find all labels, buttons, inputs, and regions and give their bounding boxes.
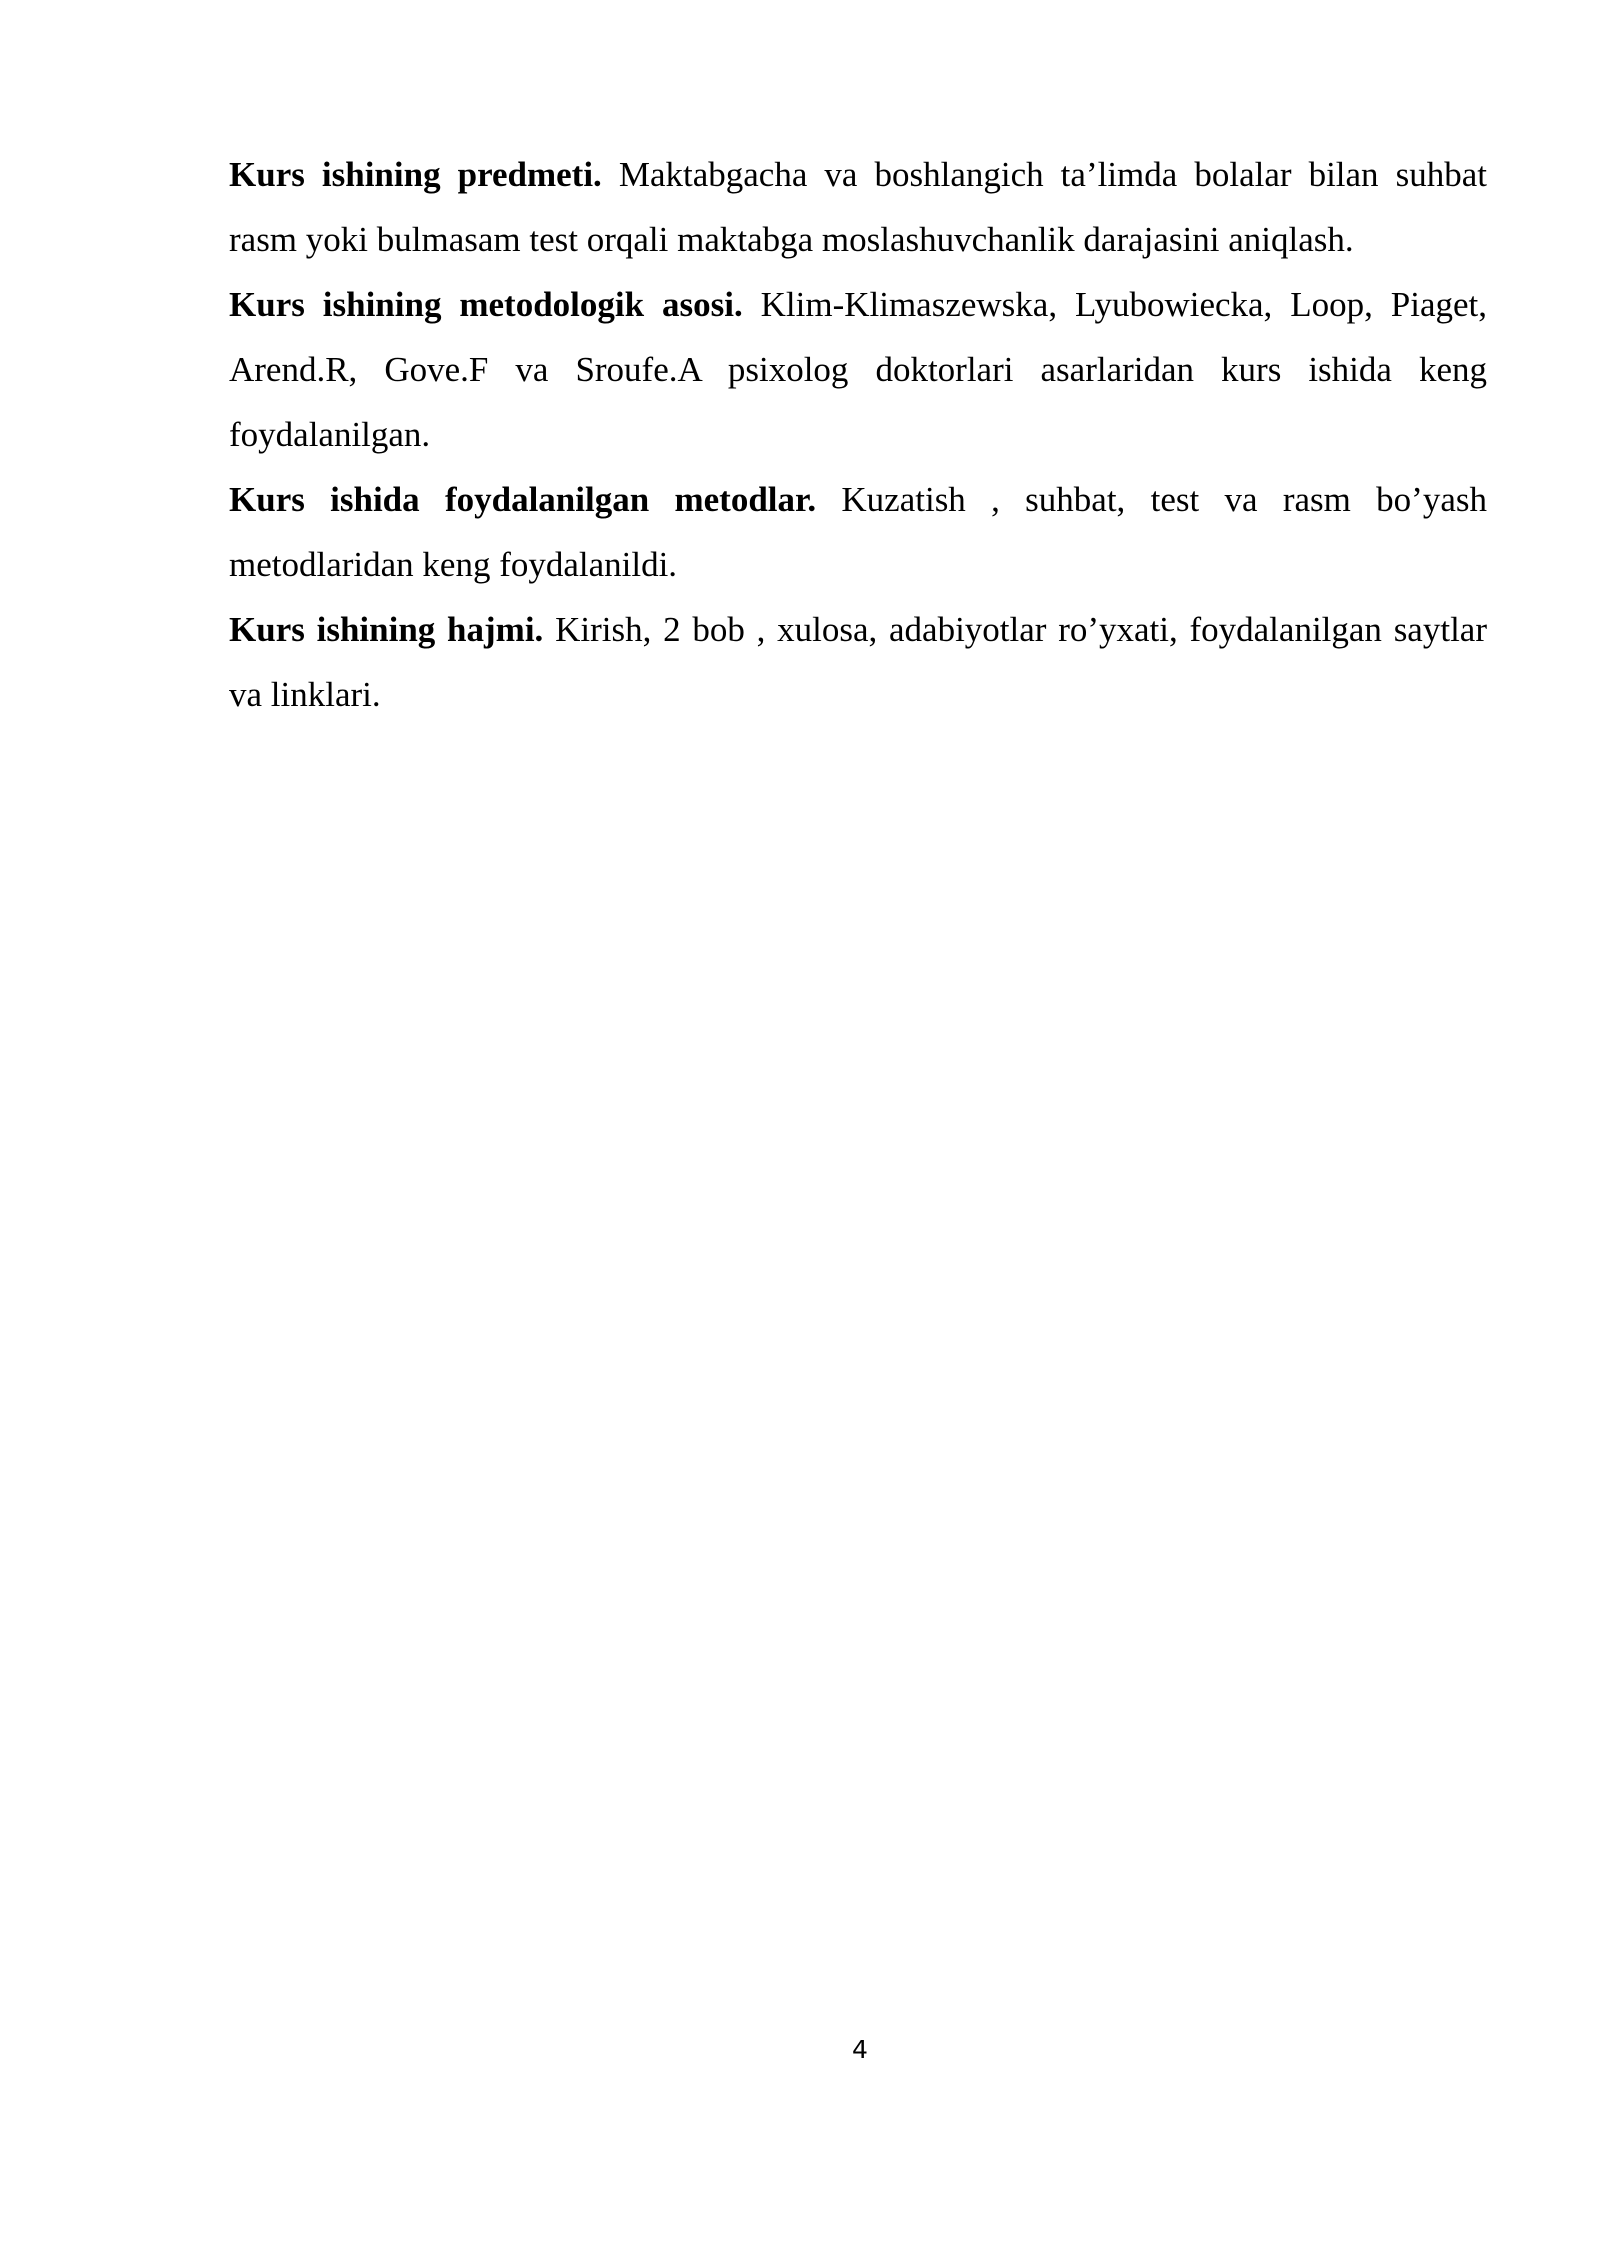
paragraph-methods <box>229 467 1487 597</box>
paragraph-text: Kuzatish , suhbat, test va rasm bo’yash metodlaridan keng foydalanildi. <box>229 480 1487 584</box>
page-number: 4 <box>852 2035 868 2064</box>
paragraph-heading: Kurs ishining metodologik asosi. <box>229 285 743 324</box>
paragraph-heading: Kurs ishining predmeti. <box>229 155 602 194</box>
paragraph-subject <box>229 142 1487 272</box>
paragraph-text: Klim-Klimaszewska, Lyubowiecka, Loop, Piaget, Arend.R, Gove.F va Sroufe.A psixolog doktorlari asarlaridan kurs ishida keng foydalanilgan. <box>229 285 1487 454</box>
paragraph-heading: Kurs ishida foydalanilgan metodlar. <box>229 480 817 519</box>
paragraph-heading: Kurs ishining hajmi. <box>229 610 544 649</box>
paragraph-text: Maktabgacha va boshlangich ta’limda bolalar bilan suhbat rasm yoki bulmasam test orqali maktabga moslashuvchanlik darajasini aniqlash. <box>229 155 1487 259</box>
paragraph-text: Kirish, 2 bob , xulosa, adabiyotlar ro’yxati, foydalanilgan saytlar va linklari. <box>229 610 1487 714</box>
paragraph-volume <box>229 597 1487 727</box>
document-body <box>229 142 1487 727</box>
paragraph-methodology <box>229 272 1487 467</box>
